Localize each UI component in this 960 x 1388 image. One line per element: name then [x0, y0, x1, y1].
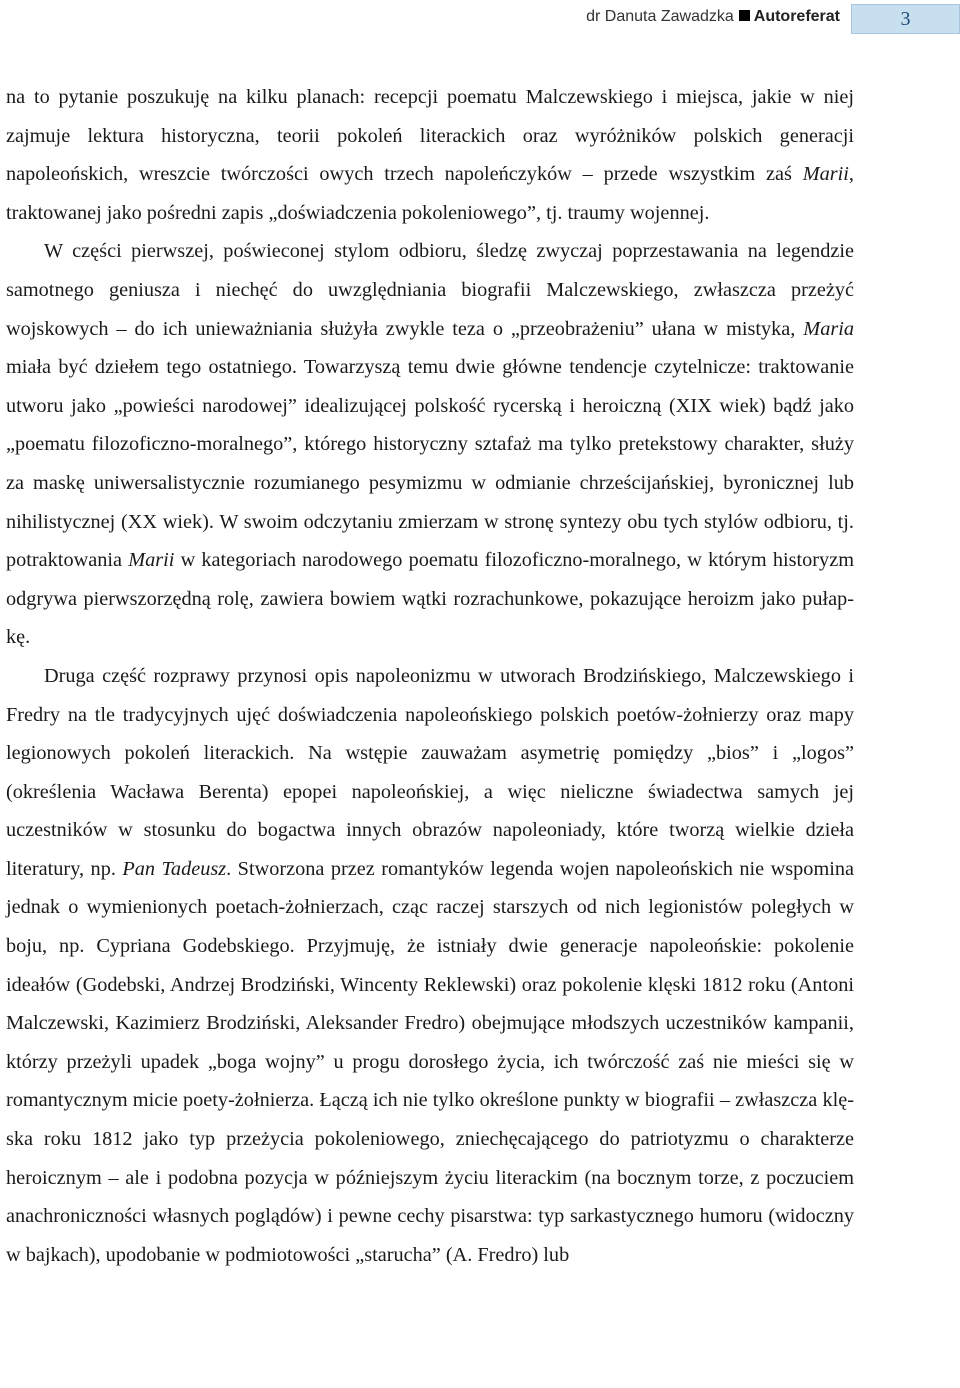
text-run: w kategoriach narodowego poematu filozoficzno-moralnego, w którym historyzm odgrywa pierwszorzędną rolę, zawiera bowiem wątki rozrachunkowe, pokazujące heroizm jako pułapkę. — [6, 549, 854, 649]
document-body — [6, 78, 854, 1274]
text-run: miała być dziełem tego ostatniego. Towarzyszą temu dwie główne tendencje czytelnicze: traktowanie utworu jako „powieści narodowej” idealizującej polskość rycerską i heroiczną (XIX wiek) bądź jako „poematu filozoficzno-moralnego”, którego historyczny sztafaż ma tylko pretekstowy charakter, służy za maskę uniwersalistycznie rozumianego pesymizmu w odmianie chrześcijańskiej, byronicznej lub nihilistycznej (XX wiek). W swoim odczytaniu zmierzam w stronę syntezy obu tych stylów odbioru, tj. potraktowania — [6, 356, 854, 572]
page-header — [0, 0, 960, 36]
text-run: , traktowanej jako pośredni zapis „doświadczenia pokoleniowego”, tj. traumy wojennej. — [6, 163, 854, 224]
running-header — [586, 8, 840, 26]
header-author: dr Danuta Zawadzka — [586, 8, 734, 25]
text-run: na to pytanie poszukuję na kilku planach: recepcji poematu Malczewskiego i miejsca, jakie w niej zajmuje lektura historyczna, teorii pokoleń literackich oraz wyróżników polskich generacji napoleońskich, wreszcie twórczości owych trzech napoleńczyków – przede wszystkim zaś — [6, 86, 854, 186]
header-document-type: Autoreferat — [753, 8, 840, 25]
square-bullet-icon — [739, 10, 750, 21]
italic-title: Marii — [802, 163, 849, 186]
page-number: 3 — [851, 4, 960, 34]
text-run: Druga część rozprawy przynosi opis napoleonizmu w utworach Brodzińskiego, Malczewskiego i Fredry na tle tradycyjnych ujęć doświadczenia napoleońskiego polskich poetów-żołnierzy oraz mapy legionowych pokoleń literackich. Na wstępie zauważam asymetrię pomiędzy „bios” i „logos” (określenia Wacława Berenta) epopei napoleońskiej, a więc nieliczne świadectwa samych jej uczestników w stosunku do bogactwa innych obrazów napoleoniady, które tworzą wielkie dzieła literatury, np. — [6, 664, 854, 880]
paragraph — [6, 657, 854, 1275]
paragraph — [6, 78, 854, 232]
text-run: . Stworzona przez romantyków legenda wojen napoleońskich nie wspomina jednak o wymienionych poetach-żołnierzach, cząc raczej starszych od nich legionistów poległych w boju, np. Cypriana Godebskiego. Przyjmuję, że istniały dwie generacje napoleońskie: pokolenie ideałów (Godebski, Andrzej Brodziński, Wincenty Reklewski) oraz pokolenie klęski 1812 roku (Antoni Malczewski, Kazimierz Brodziński, Aleksander Fredro) obejmujące młodszych uczestników kampanii, którzy przeżyli upadek „boga wojny” u progu dorosłego życia, ich twórczość zaś nie mieści się w romantycznym micie poety-żołnierza. Łączą ich nie tylko określone punkty w biografii – zwłaszcza klęska roku 1812 jako typ przeżycia pokoleniowego, zniechęcającego do patriotyzmu o charakterze heroicznym – ale i podobna pozycja w późniejszym życiu literackim (na bocznym torze, z poczuciem anachroniczności własnych poglądów) i pewne cechy pisarstwa: typ sarkastycznego humoru (widoczny w bajkach), upodobanie w podmiotowości „starucha” (A. Fredro) lub — [6, 857, 855, 1266]
italic-title: Maria — [803, 317, 854, 340]
italic-title: Pan Tadeusz — [122, 857, 227, 880]
paragraph — [6, 232, 854, 657]
text-run: W części pierwszej, poświeconej stylom odbioru, śledzę zwyczaj poprzestawania na legendzie samotnego geniusza i niechęć do uwzględniania biografii Malczewskiego, zwłaszcza przeżyć wojskowych – do ich unieważniania służyła zwykle teza o „przeobrażeniu” ułana w mistyka, — [6, 240, 854, 340]
italic-title: Marii — [128, 549, 175, 572]
